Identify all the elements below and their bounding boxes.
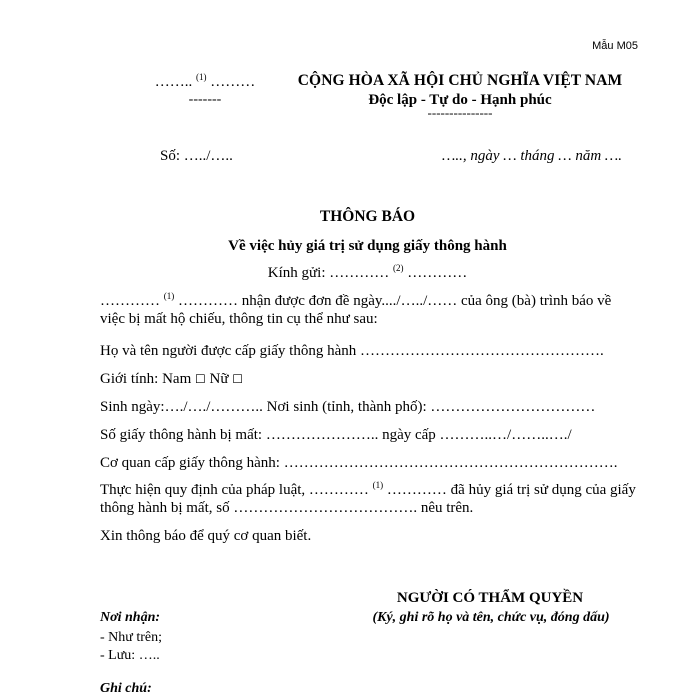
closing-line: Xin thông báo để quý cơ quan biết. <box>100 528 312 544</box>
form-code: Mẫu M05 <box>592 40 638 52</box>
document-number: Số: …../….. <box>160 148 233 164</box>
footnote-ref: (1) <box>372 480 384 490</box>
document-number-line: Số giấy thông hành bị mất: ………………….. ngày cấp ………..…/……..…./ <box>100 427 572 443</box>
signatory-note: (Ký, ghi rõ họ và tên, chức vụ, đóng dấu) <box>372 610 610 625</box>
national-header <box>270 72 650 121</box>
national-motto: Độc lập - Tự do - Hạnh phúc <box>368 92 552 108</box>
issuing-agency-block <box>140 74 270 108</box>
issuing-agency-line: Cơ quan cấp giấy thông hành: …………………………………………………………. <box>100 455 618 471</box>
action-paragraph: Thực hiện quy định của pháp luật, ………… $^{(1)}$ ………… đã hủy giá trị sử dụng của giấy thông hành bị mất, số ………………………………. nêu trên. <box>100 480 636 516</box>
sex-line: Giới tính: Nam ☐ Nữ ☐ <box>100 371 244 387</box>
agency-divider: ------- <box>188 92 222 107</box>
notes-title: Ghi chú: <box>100 681 152 696</box>
addressee-line: Kính gửi: ………… $^{(2)}$ ………… <box>267 263 468 281</box>
recipient-item: - Như trên; <box>100 630 163 645</box>
signatory-title: NGƯỜI CÓ THẨM QUYỀN <box>396 590 584 606</box>
document-title: THÔNG BÁO <box>319 208 416 225</box>
footnote-ref: (1) <box>163 291 175 301</box>
intro-paragraph: ………… $^{(1)}$ ………… nhận được đơn đề ngày..../…../…… của ông (bà) trình báo về việc bị mất hộ chiếu, thông tin cụ thể như sau: <box>100 291 612 327</box>
nation-name: CỘNG HÒA XÃ HỘI CHỦ NGHĨA VIỆT NAM <box>297 72 623 89</box>
holder-name-line: Họ và tên người được cấp giấy thông hành …………………………………………. <box>100 343 604 359</box>
recipients-title: Nơi nhận: <box>100 610 161 625</box>
footnote-ref: (1) <box>196 72 207 82</box>
recipient-item: - Lưu: ….. <box>100 648 160 663</box>
checkbox-male[interactable]: ☐ <box>195 372 206 386</box>
issuing-agency-placeholder: …….. $^{(1)}$ ……… <box>154 72 256 90</box>
footnote-ref: (2) <box>392 263 404 273</box>
document-date: ….., ngày … tháng … năm …. <box>442 148 623 164</box>
motto-divider: --------------- <box>427 105 493 120</box>
document-subtitle: Về việc hủy giá trị sử dụng giấy thông hành <box>228 238 507 254</box>
checkbox-female[interactable]: ☐ <box>232 372 244 386</box>
birth-line: Sinh ngày:…./…./……….. Nơi sinh (tỉnh, thành phố): …………………………… <box>100 399 596 415</box>
